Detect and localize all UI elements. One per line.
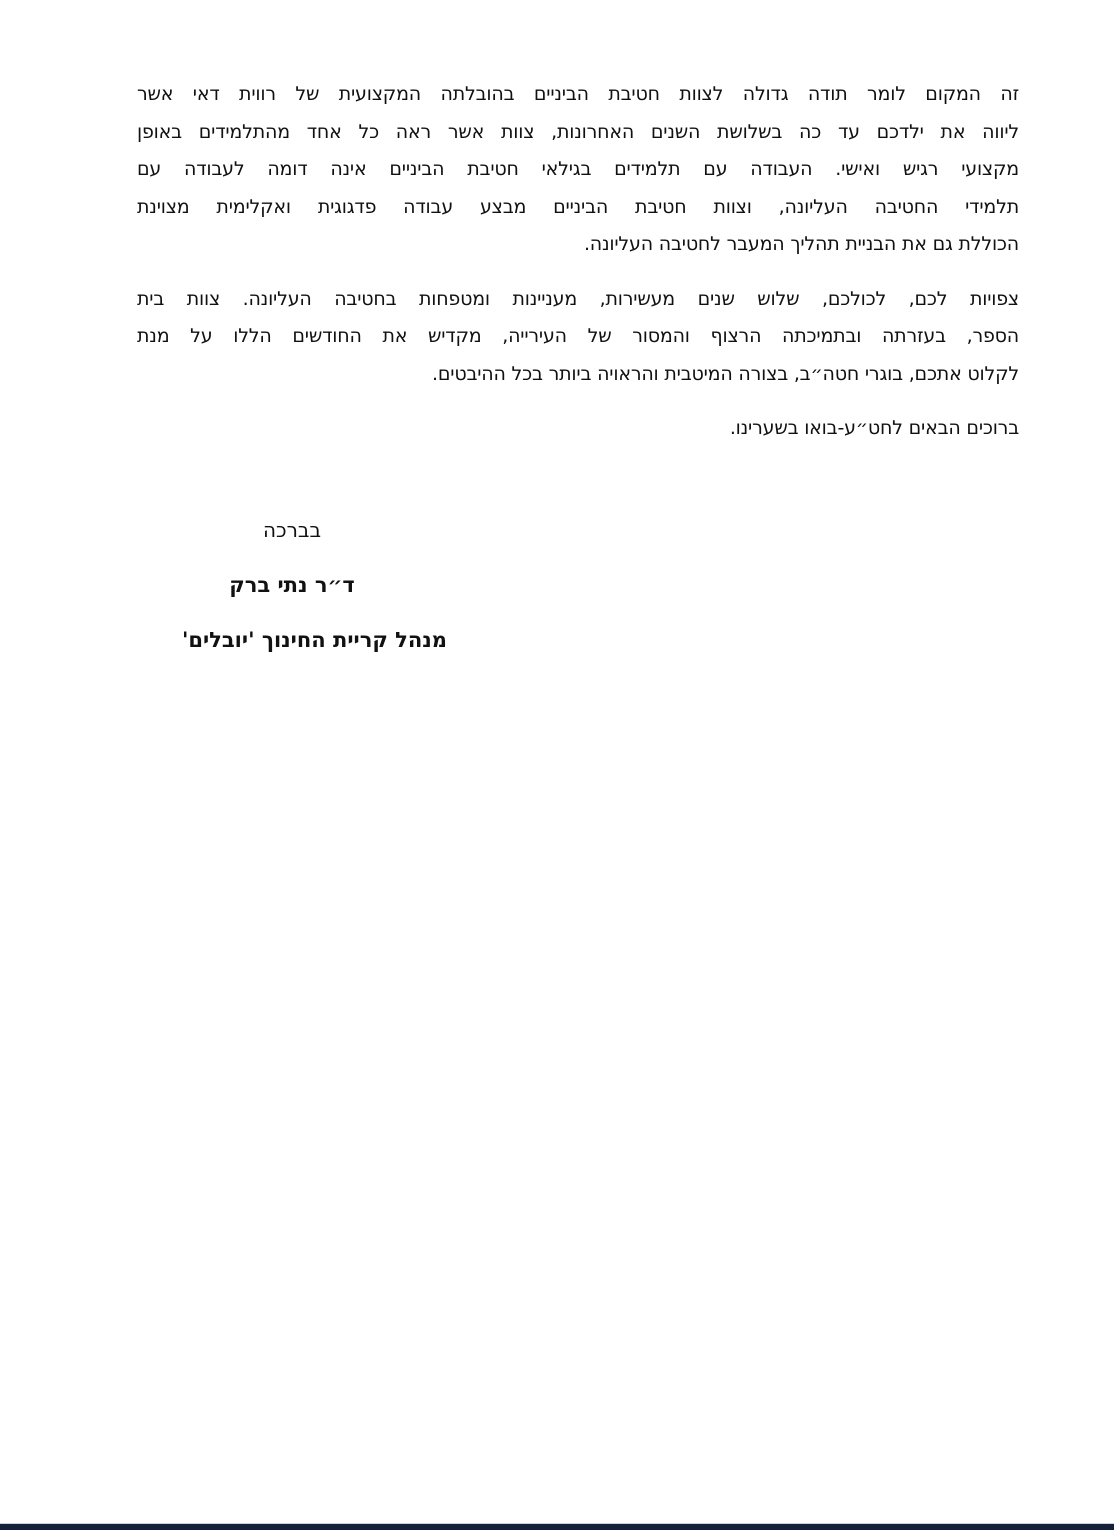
text-line: לקלוט אתכם, בוגרי חטה״ב, בצורה המיטבית והראויה ביותר בכל ההיבטים.	[432, 362, 1019, 385]
paragraph-thanks	[137, 76, 1019, 264]
text-line: הספר, בעזרתה ובתמיכתה הרצוף והמסור של העירייה, מקדיש את החודשים הללו על מנת	[137, 325, 1019, 347]
text-line: זה המקום לומר תודה גדולה לצוות חטיבת הביניים בהובלתה המקצועית של רווית דאי אשר	[137, 83, 1019, 105]
signature-block	[137, 512, 447, 658]
text-line: מקצועי רגיש ואישי. העבודה עם תלמידים בגילאי חטיבת הביניים אינה דומה לעבודה עם	[137, 158, 1019, 180]
signer-title: מנהל קריית החינוך 'יובלים'	[181, 628, 447, 652]
text-line: תלמידי החטיבה העליונה, וצוות חטיבת הביניים מבצע עבודה פדגוגית ואקלימית מצוינת	[137, 195, 1019, 218]
text-line: ברוכים הבאים לחט״ע-בואו בשערינו.	[729, 417, 1019, 439]
closing-greeting: בברכה	[262, 518, 322, 542]
paragraph-expectations	[137, 281, 1019, 394]
text-line: הכוללת גם את הבניית תהליך המעבר לחטיבה העליונה.	[583, 233, 1019, 255]
text-line: ליווה את ילדכם עד כה בשלושת השנים האחרונות, צוות אשר ראה כל אחד מהתלמידים באופן	[137, 120, 1019, 143]
letter-body	[137, 76, 1019, 465]
signer-name: ד״ר נתי ברק	[229, 573, 355, 597]
text-line: צפויות לכם, לכולכם, שלוש שנים מעשירות, מעניינות ומטפחות בחטיבה העליונה. צוות בית	[137, 287, 1019, 310]
paragraph-welcome	[137, 410, 1019, 448]
bottom-edge-bar	[0, 1523, 1114, 1530]
